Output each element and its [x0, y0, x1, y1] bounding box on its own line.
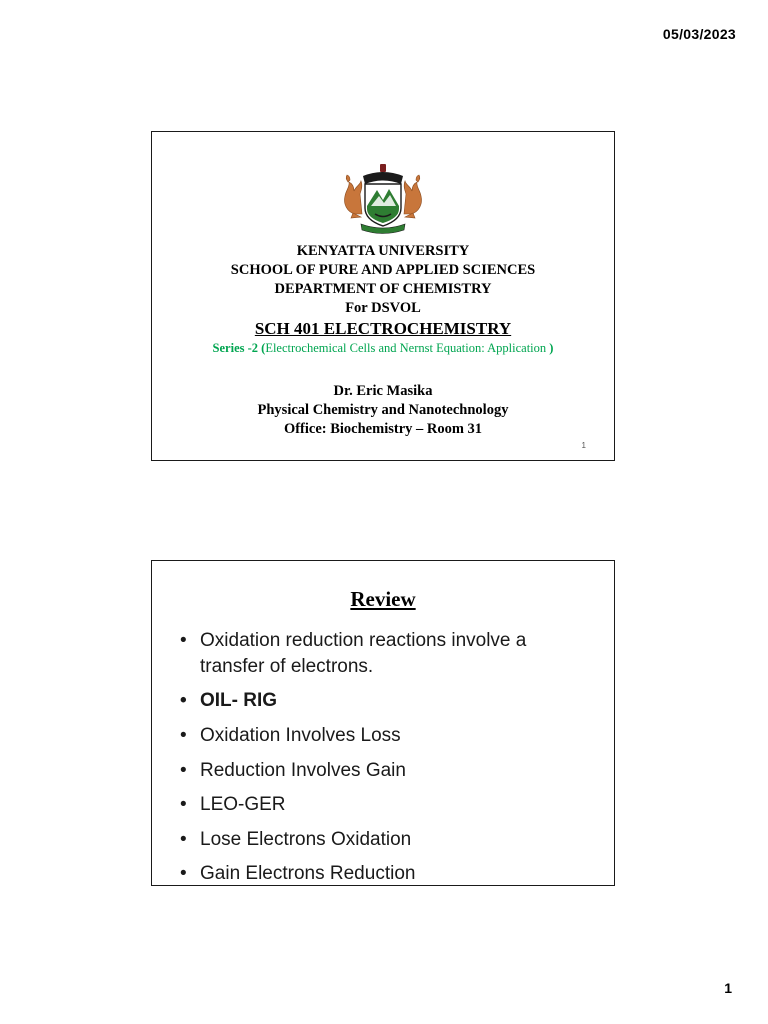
- series-body: Electrochemical Cells and Nernst Equation: Application: [265, 341, 547, 356]
- for-dsvol-line: For DSVOL: [345, 299, 421, 316]
- bullet-item: • Oxidation reduction reactions involve a transfer of electrons.: [178, 628, 578, 679]
- bullet-item: • Reduction Involves Gain: [178, 758, 578, 784]
- bullet-item: • Lose Electrons Oxidation: [178, 827, 578, 853]
- bullet-item: • Gain Electrons Reduction: [178, 861, 578, 887]
- series-suffix: ): [546, 341, 554, 356]
- series-prefix: Series -2 (: [212, 341, 266, 356]
- lecturer-name: Dr. Eric Masika: [333, 383, 433, 400]
- bullet-item: • OIL- RIG: [178, 688, 578, 714]
- handout-date: 05/03/2023: [662, 26, 736, 42]
- university-crest-logo: [327, 162, 439, 236]
- slide-number: 1: [581, 441, 586, 450]
- series-line: [152, 341, 614, 356]
- review-bullet-list: [178, 628, 614, 887]
- course-title: SCH 401 ELECTROCHEMISTRY: [254, 319, 512, 339]
- lecturer-department: Physical Chemistry and Nanotechnology: [257, 402, 509, 419]
- office-location: Office: Biochemistry – Room 31: [283, 421, 483, 438]
- slide-2: [151, 560, 615, 886]
- bullet-item: • LEO-GER: [178, 792, 578, 818]
- university-name: KENYATTA UNIVERSITY: [296, 243, 470, 259]
- school-name: SCHOOL OF PURE AND APPLIED SCIENCES: [230, 261, 536, 278]
- bullet-item: • Oxidation Involves Loss: [178, 723, 578, 749]
- slide-1: [151, 131, 615, 461]
- review-title: Review: [350, 587, 416, 611]
- page-number: 1: [724, 980, 732, 996]
- department-name: DEPARTMENT OF CHEMISTRY: [274, 280, 492, 297]
